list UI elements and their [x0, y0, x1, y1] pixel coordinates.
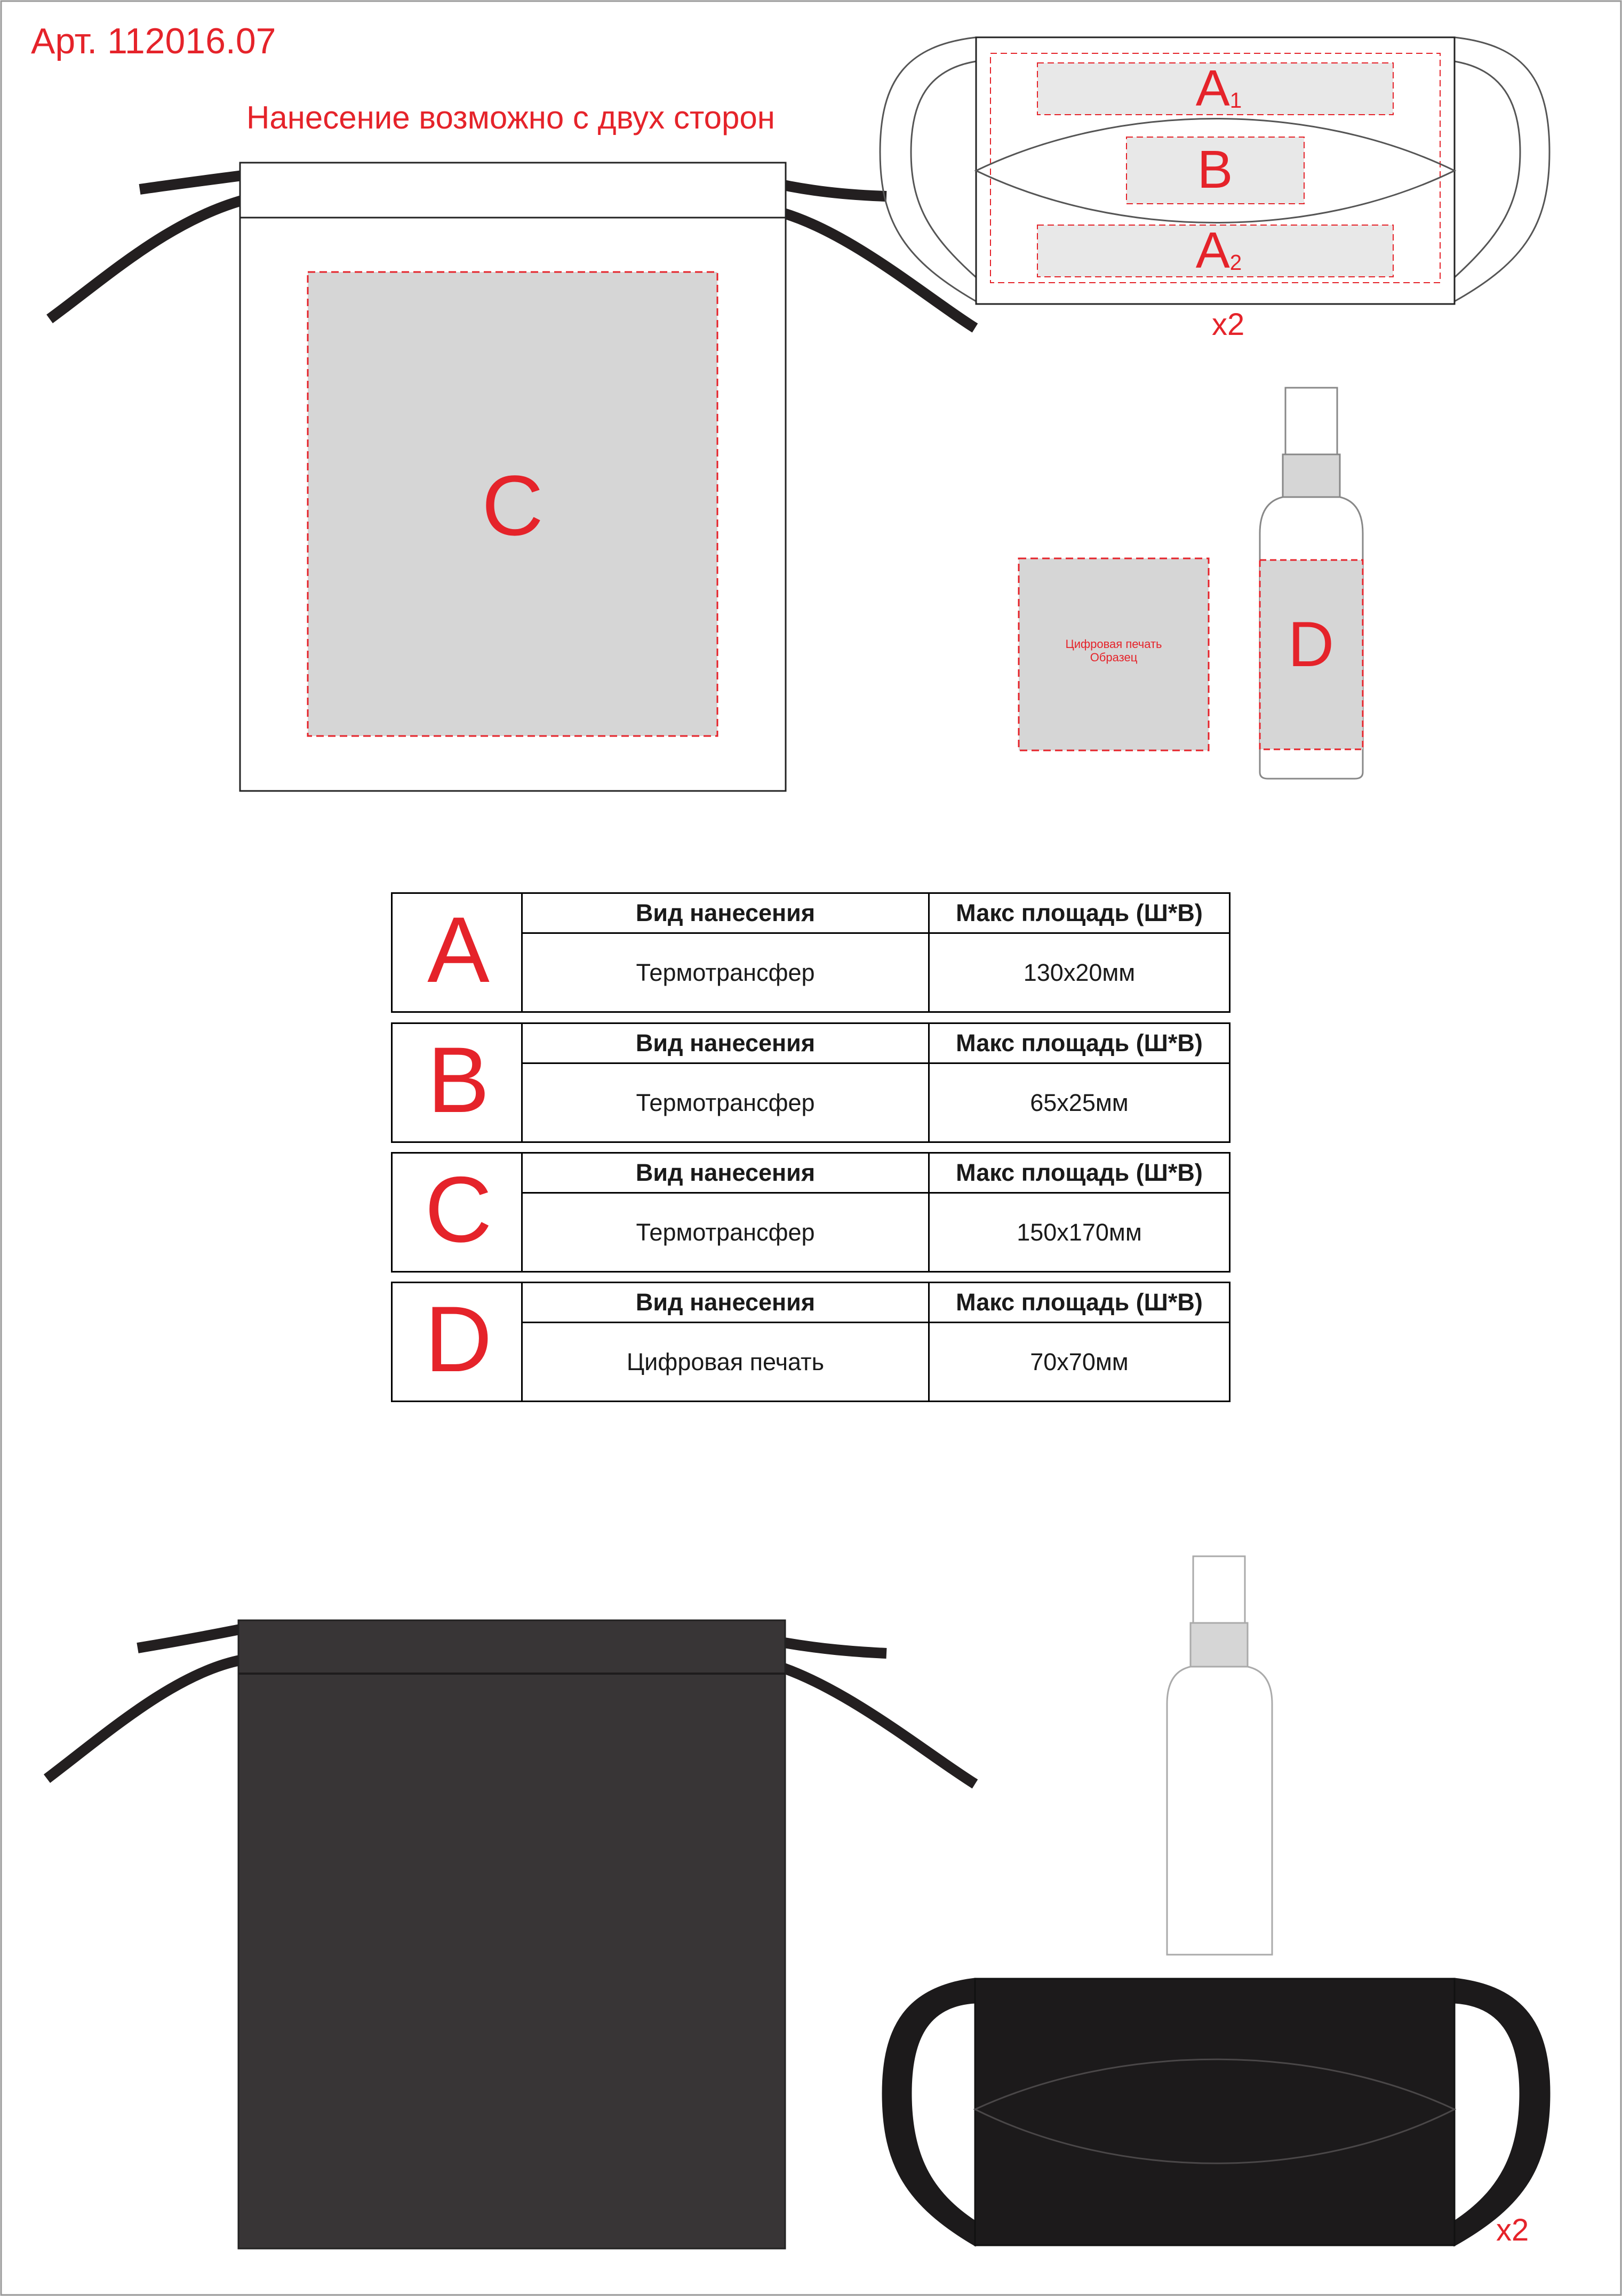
dark-mask-strap-left — [883, 1979, 975, 2245]
dark-pouch-string-right-bottom — [784, 1668, 975, 1784]
spec-header-area: Макс площадь (Ш*В) — [928, 1022, 1231, 1064]
zone-label-b: B — [1197, 140, 1233, 199]
spec-header-method: Вид нанесения — [521, 1152, 930, 1194]
sample-line-1: Цифровая печать — [1065, 637, 1162, 651]
dark-mask-strap-right — [1455, 1979, 1549, 2245]
digital-print-sample-label — [1019, 637, 1209, 665]
zone-label-a2-index: 2 — [1229, 250, 1242, 275]
bottom-bottle-cap — [1193, 1556, 1245, 1623]
mask-strap-right — [1455, 37, 1549, 301]
spec-table-c — [391, 1152, 1231, 1273]
dark-mask-body — [975, 1979, 1455, 2245]
zone-label-c: C — [482, 458, 544, 553]
mask-strap-left — [880, 37, 976, 301]
spec-zone-cell — [391, 1282, 523, 1402]
spec-header-area: Макс площадь (Ш*В) — [928, 1152, 1231, 1194]
spray-bottle-bottom — [1167, 1556, 1272, 1955]
zone-label-a1-index: 1 — [1229, 88, 1242, 113]
spec-area-value: 65x25мм — [928, 1062, 1231, 1143]
pouch-string-right-bottom — [784, 213, 975, 328]
bottom-bottle-collar — [1190, 1623, 1248, 1667]
spec-zone-letter: C — [425, 1158, 492, 1262]
spec-zone-letter: B — [427, 1028, 490, 1132]
spec-method-value: Термотрансфер — [521, 1062, 930, 1143]
mask-strap-left-inner — [911, 61, 976, 277]
spec-table-a — [391, 892, 1231, 1013]
spec-zone-cell — [391, 1152, 523, 1273]
spec-zone-cell — [391, 892, 523, 1013]
spec-header-area: Макс площадь (Ш*В) — [928, 1282, 1231, 1323]
spec-zone-letter: A — [427, 898, 490, 1002]
zone-label-a1 — [1165, 60, 1272, 117]
mask-dark — [883, 1979, 1549, 2245]
sample-line-2: Образец — [1090, 651, 1138, 665]
spec-header-method: Вид нанесения — [521, 1282, 930, 1323]
spec-zone-cell — [391, 1022, 523, 1143]
spec-area-value: 130x20мм — [928, 932, 1231, 1013]
spec-method-value: Цифровая печать — [521, 1322, 930, 1402]
spec-header-method: Вид нанесения — [521, 1022, 930, 1064]
spec-method-value: Термотрансфер — [521, 1192, 930, 1273]
spec-header-method: Вид нанесения — [521, 892, 930, 934]
bottle-collar — [1283, 454, 1340, 497]
spec-zone-letter: D — [425, 1287, 492, 1391]
article-number: Арт. 112016.07 — [31, 21, 276, 61]
bottle-cap — [1285, 388, 1337, 454]
two-sided-print-note: Нанесение возможно с двух сторон — [246, 100, 775, 135]
zone-label-a2 — [1165, 222, 1272, 279]
spray-bottle-white — [1260, 388, 1363, 779]
pouch-string-left-bottom — [50, 196, 259, 319]
spec-table-d — [391, 1282, 1231, 1402]
spec-method-value: Термотрансфер — [521, 932, 930, 1013]
bottom-bottle-body — [1167, 1667, 1272, 1955]
pouch-dark — [47, 1620, 975, 2249]
dark-pouch-body — [238, 1620, 785, 2249]
zone-label-d: D — [1288, 609, 1335, 680]
spec-table-b — [391, 1022, 1231, 1143]
mask-quantity-top: x2 — [1212, 307, 1245, 342]
dark-pouch-string-left-bottom — [47, 1660, 243, 1779]
spec-area-value: 150x170мм — [928, 1192, 1231, 1273]
dark-pouch-string-right-top — [784, 1643, 886, 1653]
mask-quantity-bottom: x2 — [1496, 2213, 1529, 2247]
zone-label-a2-letter: A — [1195, 222, 1230, 279]
spec-area-value: 70x70мм — [928, 1322, 1231, 1402]
zone-label-a1-letter: A — [1195, 60, 1230, 117]
mask-strap-right-inner — [1455, 61, 1520, 277]
dark-pouch-string-left-top — [138, 1629, 240, 1648]
spec-header-area: Макс площадь (Ш*В) — [928, 892, 1231, 934]
